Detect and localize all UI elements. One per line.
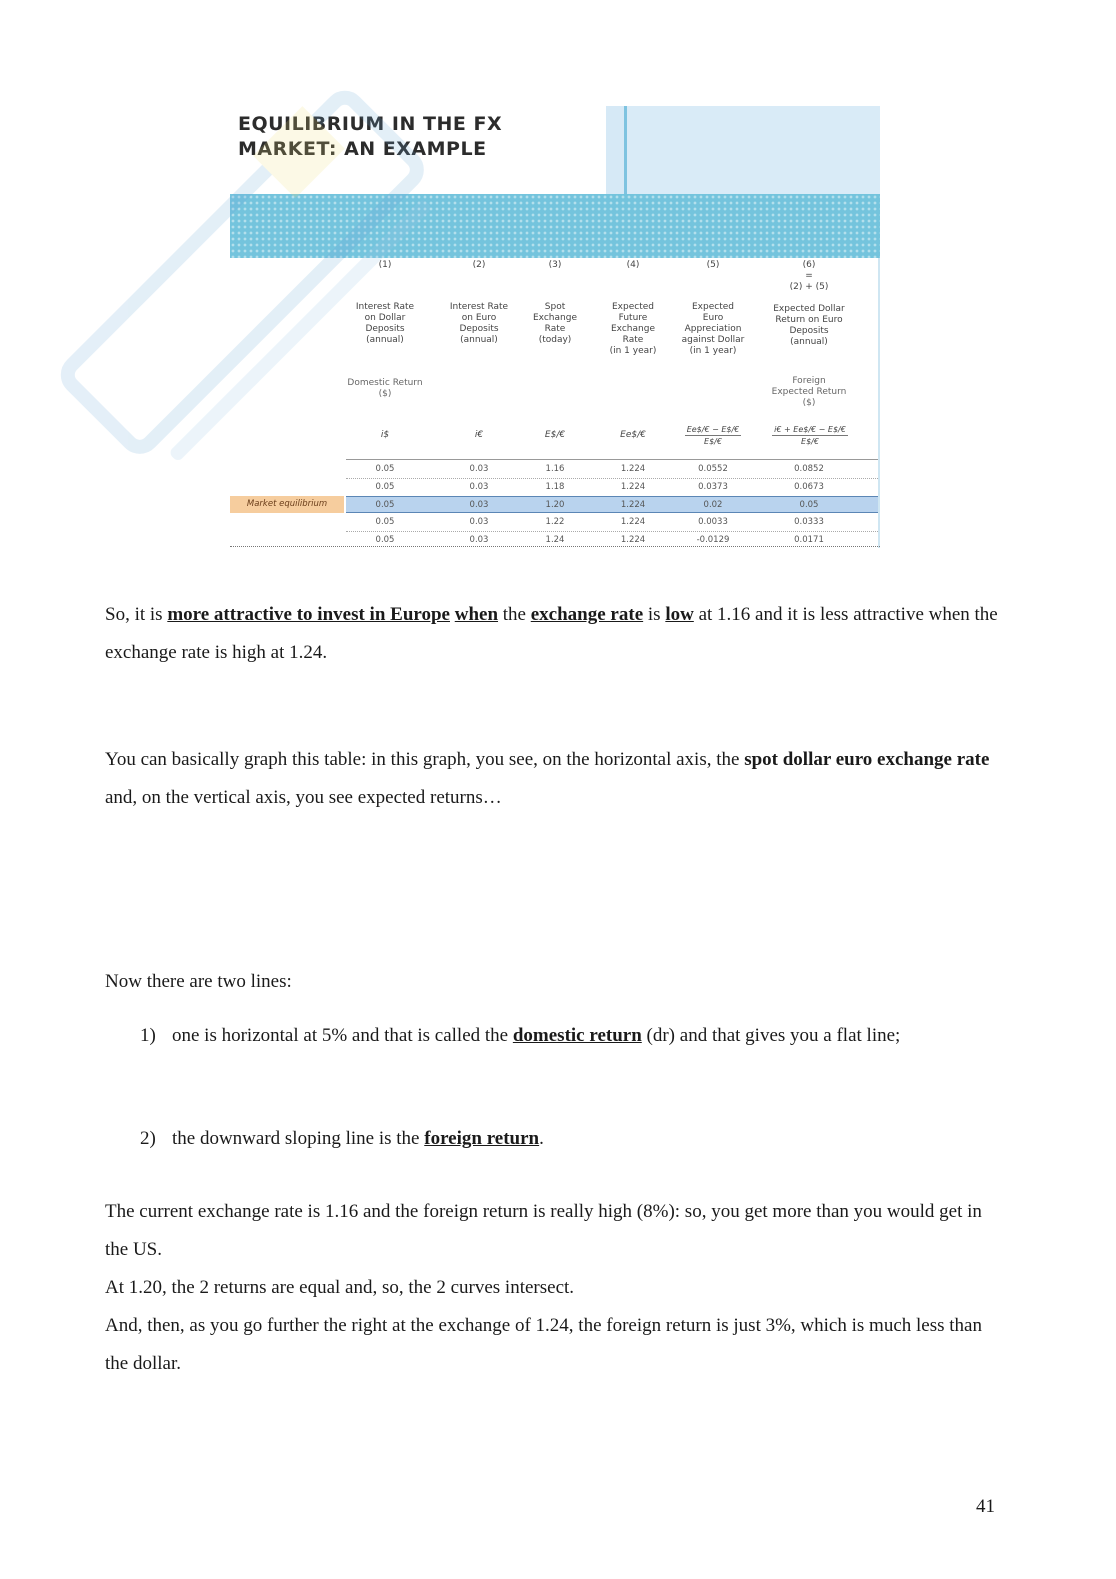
cell: 1.22	[545, 517, 565, 527]
col-sub-1	[344, 378, 426, 400]
cell: 0.03	[469, 482, 489, 492]
cell: 1.224	[620, 500, 646, 510]
col-symbol-5-top: Ee$/€ − E$/€	[686, 425, 740, 434]
cell: 0.0673	[794, 482, 824, 492]
cell: 0.03	[469, 535, 489, 545]
cell: 0.05	[375, 482, 395, 492]
emphasis-spot-rate: spot dollar euro exchange rate	[744, 749, 990, 770]
col-symbol-5-bottom: E$/€	[704, 437, 722, 446]
col-num-5: (5)	[706, 260, 720, 270]
text-run: .	[539, 1128, 544, 1149]
cell: 0.0333	[794, 517, 824, 527]
market-equilibrium-label: Market equilibrium	[230, 496, 344, 513]
text-run: is	[643, 604, 666, 625]
cell: 0.0552	[698, 464, 728, 474]
cell: 0.0852	[794, 464, 824, 474]
col-symbol-6-bottom: E$/€	[801, 437, 819, 446]
table-row	[346, 461, 878, 478]
list-text	[172, 1120, 1002, 1158]
figure-dotted-band	[230, 194, 880, 258]
text-run: the downward sloping line is the	[172, 1128, 425, 1149]
cell: 0.05	[375, 464, 395, 474]
table-row	[346, 479, 878, 496]
col-head-2-line: Deposits	[459, 324, 499, 334]
cell: 0.05	[375, 535, 395, 545]
col-head-4-line: Expected	[612, 302, 654, 312]
col-head-4-line: Exchange	[611, 324, 655, 334]
table-row	[346, 514, 878, 531]
list-number: 1)	[140, 1025, 156, 1046]
text-run: the	[498, 604, 531, 625]
col-symbol-1: i$	[380, 430, 390, 440]
foreign-return-unit: ($)	[802, 398, 816, 408]
col-num-6	[768, 260, 850, 293]
cell: 1.224	[620, 464, 646, 474]
cell: 1.224	[620, 535, 646, 545]
col-head-3-line: Rate	[544, 324, 566, 334]
cell: 0.05	[375, 517, 395, 527]
figure-title-line2: MARKET: AN EXAMPLE	[238, 138, 487, 160]
text-run: at 1.16 and it is less attractive when the exchange rate is high at 1.24.	[105, 604, 998, 663]
fx-equilibrium-figure	[230, 106, 880, 548]
cell: 1.16	[545, 464, 565, 474]
col-symbol-4: Ee$/€	[620, 430, 646, 440]
cell: 1.24	[545, 535, 565, 545]
col-head-6-line: (annual)	[790, 337, 828, 347]
list-text	[172, 1017, 1002, 1055]
col-head-1-line: on Dollar	[364, 313, 406, 323]
emphasis-low: low	[665, 604, 694, 625]
col-head-4-line: Future	[618, 313, 648, 323]
emphasis-domestic-return: domestic return	[512, 1025, 642, 1046]
text-run: So, it is	[105, 604, 168, 625]
col-head-1-line: Interest Rate	[355, 302, 415, 312]
col-head-6	[768, 304, 850, 348]
col-symbol-3: E$/€	[544, 430, 566, 440]
paragraph-attractiveness	[105, 596, 1005, 672]
col-symbol-6	[760, 424, 860, 447]
emphasis-exchange-rate: exchange rate	[530, 604, 644, 625]
cell: 0.03	[469, 464, 489, 474]
cell: 0.0373	[698, 482, 728, 492]
col-head-5-line: (in 1 year)	[689, 346, 737, 356]
col-head-1-line: Deposits	[365, 324, 405, 334]
foreign-return-label-2: Expected Return	[771, 387, 847, 397]
text-run: and, on the vertical axis, you see expected returns…	[105, 787, 502, 808]
col-head-4-line: (in 1 year)	[609, 346, 657, 356]
col-head-2-line: Interest Rate	[449, 302, 509, 312]
paragraph-two-lines: Now there are two lines:	[105, 971, 292, 992]
cell: 1.20	[545, 500, 565, 510]
col-head-4	[592, 302, 674, 357]
col-head-5-line: Expected	[692, 302, 734, 312]
col-head-6-line: Expected Dollar	[773, 304, 845, 314]
paragraph-graph-axes	[105, 741, 1005, 817]
cell: 1.224	[620, 517, 646, 527]
domestic-return-label: Domestic Return	[347, 378, 423, 388]
col-symbol-5	[672, 424, 754, 447]
col-num-2: (2)	[472, 260, 486, 270]
col-num-1: (1)	[378, 260, 392, 270]
cell: 0.0171	[794, 535, 824, 545]
text-line: At 1.20, the 2 returns are equal and, so, the 2 curves intersect.	[105, 1277, 575, 1298]
col-head-6-line: Deposits	[789, 326, 829, 336]
text-run: You can basically graph this table: in this graph, you see, on the horizontal axis, the	[105, 749, 745, 770]
emphasis-foreign-return: foreign return	[424, 1128, 540, 1149]
foreign-return-label: Foreign	[792, 376, 826, 386]
col-head-4-line: Rate	[622, 335, 644, 345]
cell: 0.03	[469, 500, 489, 510]
cell: 0.02	[703, 500, 723, 510]
col-head-3-line: (today)	[538, 335, 572, 345]
col-num-6-label: (6)	[802, 260, 816, 270]
cell: 0.03	[469, 517, 489, 527]
col-head-2	[438, 302, 520, 346]
col-head-2-line: (annual)	[460, 335, 498, 345]
cell: 0.0033	[698, 517, 728, 527]
col-head-5-line: against Dollar	[681, 335, 745, 345]
col-head-3	[514, 302, 596, 346]
table-bottom-rule	[230, 546, 880, 547]
col-head-1	[344, 302, 426, 346]
col-num-6-eq: =	[805, 271, 813, 281]
col-head-5-line: Appreciation	[684, 324, 742, 334]
col-head-5	[672, 302, 754, 357]
cell: 1.18	[545, 482, 565, 492]
page-number: 41	[976, 1496, 995, 1517]
paragraph-current-rate	[105, 1193, 1005, 1383]
cell: 0.05	[375, 500, 395, 510]
cell: -0.0129	[696, 535, 730, 545]
figure-title	[238, 112, 502, 162]
text-line: And, then, as you go further the right at the exchange of 1.24, the foreign return is just 3%, which is much less than the dollar.	[105, 1315, 982, 1374]
emphasis-when: when	[454, 604, 499, 625]
col-head-1-line: (annual)	[366, 335, 404, 345]
col-head-2-line: on Euro	[461, 313, 497, 323]
table-row-equilibrium	[346, 496, 878, 513]
col-head-3-line: Spot	[544, 302, 566, 312]
col-head-6-line: Return on Euro	[775, 315, 843, 325]
col-head-3-line: Exchange	[533, 313, 577, 323]
fx-table-header	[346, 254, 878, 464]
list-number: 2)	[140, 1128, 156, 1149]
emphasis-invest-europe: more attractive to invest in Europe	[167, 604, 450, 625]
domestic-return-unit: ($)	[378, 389, 392, 399]
col-num-4: (4)	[626, 260, 640, 270]
cell: 0.05	[799, 500, 819, 510]
col-symbol-2: i€	[474, 430, 484, 440]
col-head-5-line: Euro	[702, 313, 724, 323]
table-header-rule	[346, 459, 878, 460]
figure-title-line1: EQUILIBRIUM IN THE FX	[238, 113, 503, 135]
text-line: The current exchange rate is 1.16 and the foreign return is really high (8%): so, you get more than you would get in the US.	[105, 1201, 982, 1260]
col-num-3: (3)	[548, 260, 562, 270]
text-run: one is horizontal at 5% and that is called the	[172, 1025, 513, 1046]
col-sub-6	[768, 376, 850, 409]
cell: 1.224	[620, 482, 646, 492]
text-run: (dr) and that gives you a flat line;	[641, 1025, 901, 1046]
figure-right-edge	[878, 258, 880, 548]
col-num-6-sum: (2) + (5)	[789, 282, 829, 292]
col-symbol-6-top: i€ + Ee$/€ − E$/€	[774, 425, 846, 434]
